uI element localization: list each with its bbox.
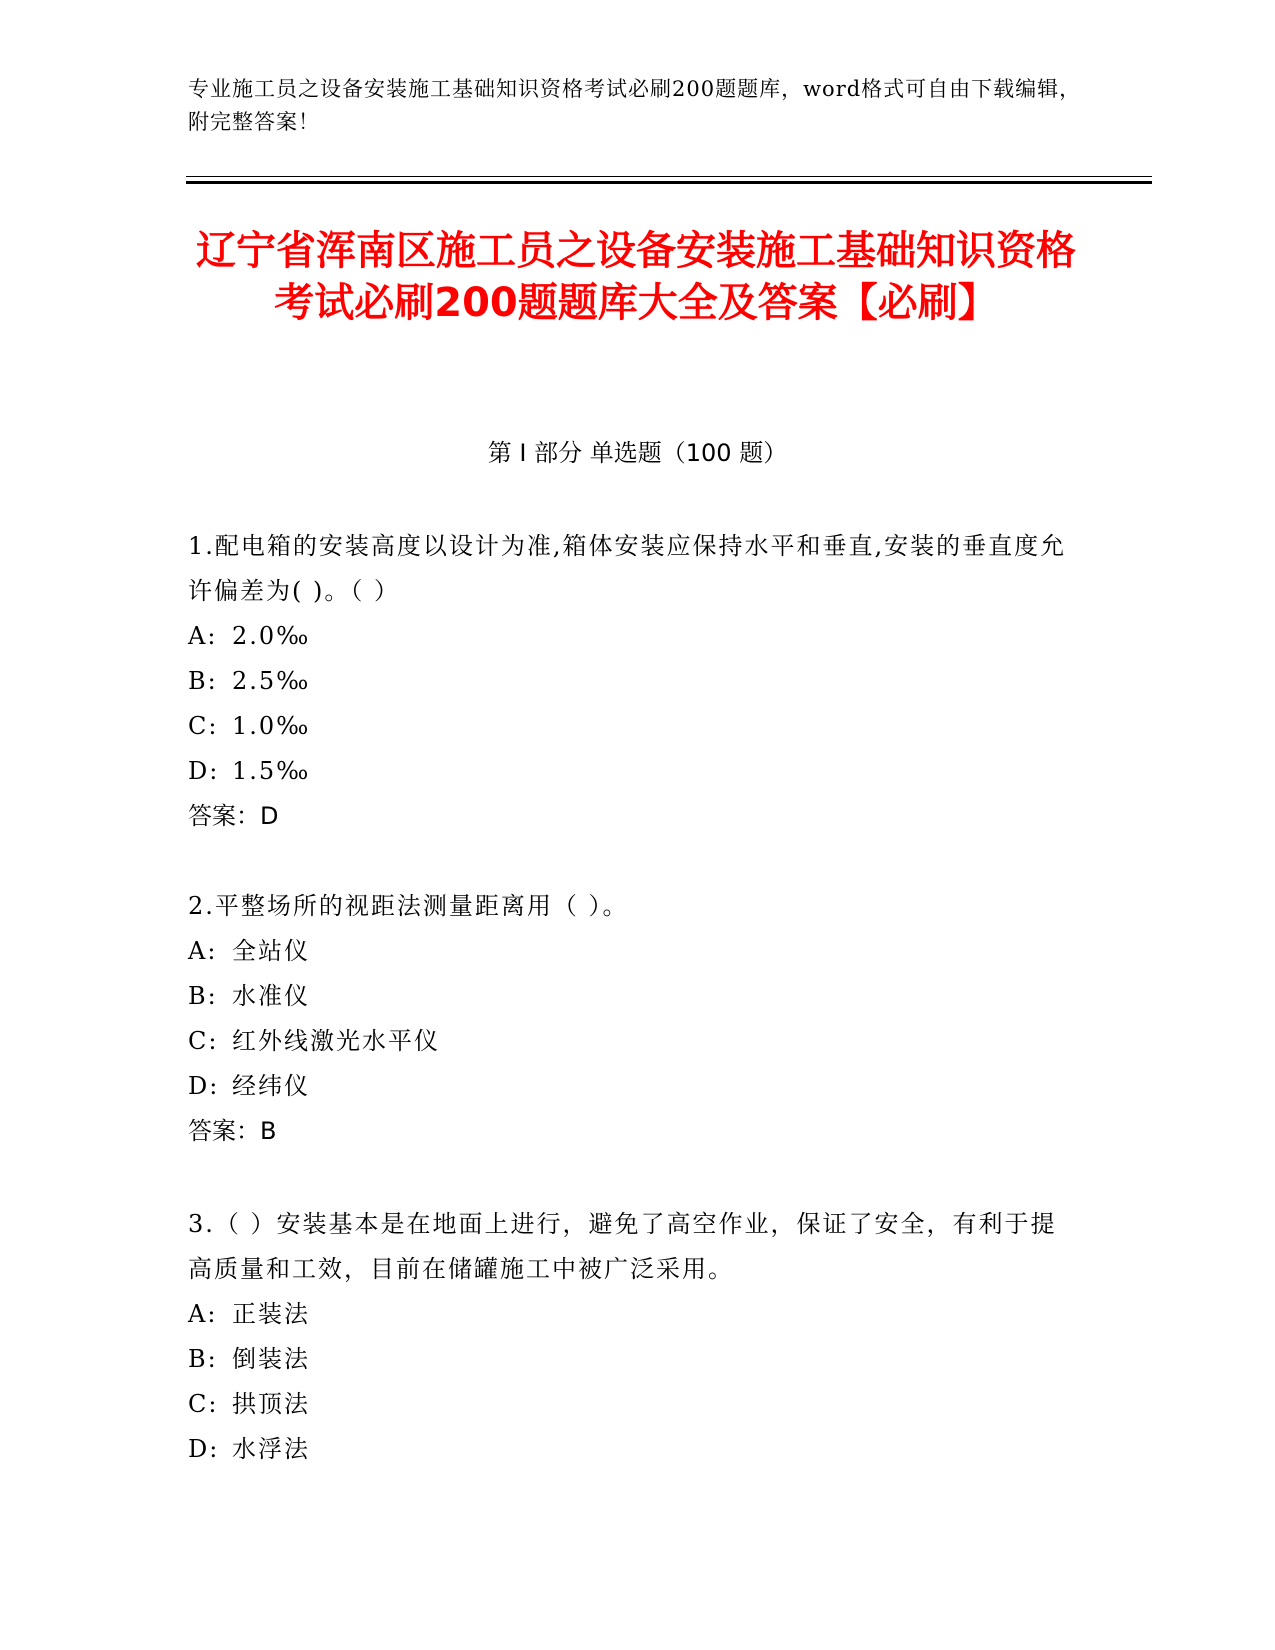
question-2 (188, 884, 1068, 1154)
option-text: 红外线激光水平仪 (232, 1027, 440, 1055)
option-letter: C: (188, 1390, 219, 1418)
option-letter: B: (188, 667, 218, 695)
option-letter: B: (188, 1345, 218, 1373)
option-text: 全站仪 (232, 937, 310, 965)
question-stem: 3.（ ）安装基本是在地面上进行，避免了高空作业，保证了安全，有利于提高质量和工效，目前在储罐施工中被广泛采用。 (188, 1210, 1057, 1283)
option-b (188, 1337, 1068, 1382)
option-letter: D: (188, 1435, 220, 1463)
option-c (188, 1382, 1068, 1427)
question-stem: 2.平整场所的视距法测量距离用（ ）。 (188, 892, 629, 920)
question-1 (188, 524, 1068, 839)
option-text: 1.5‰ (232, 757, 311, 785)
option-a (188, 929, 1068, 974)
option-b (188, 659, 1068, 704)
option-d (188, 1427, 1068, 1472)
option-a (188, 1292, 1068, 1337)
option-a (188, 614, 1068, 659)
option-text: 水准仪 (232, 982, 310, 1010)
option-d (188, 1064, 1068, 1109)
option-b (188, 974, 1068, 1019)
question-3 (188, 1202, 1068, 1472)
option-letter: D: (188, 757, 220, 785)
question-stem: 1.配电箱的安装高度以设计为准,箱体安装应保持水平和垂直,安装的垂直度允许偏差为( )。（ ） (188, 532, 1067, 605)
option-letter: A: (188, 622, 218, 650)
option-d (188, 749, 1068, 794)
option-letter: C: (188, 1027, 219, 1055)
option-text: 1.0‰ (232, 712, 311, 740)
option-text: 经纬仪 (232, 1072, 310, 1100)
option-text: 倒装法 (232, 1345, 310, 1373)
option-c (188, 1019, 1068, 1064)
option-text: 拱顶法 (232, 1390, 310, 1418)
option-text: 水浮法 (232, 1435, 310, 1463)
header-divider-thin (186, 176, 1152, 177)
header-note: 专业施工员之设备安装施工基础知识资格考试必刷200题题库，word格式可自由下载编辑，附完整答案！ (188, 77, 1082, 134)
answer-line: 答案：B (188, 1117, 277, 1145)
option-letter: D: (188, 1072, 220, 1100)
answer-line: 答案：D (188, 802, 279, 830)
document-title: 辽宁省浑南区施工员之设备安装施工基础知识资格考试必刷200题题库大全及答案【必刷】 (196, 228, 1076, 326)
header-divider-thick (186, 181, 1152, 184)
option-text: 2.5‰ (232, 667, 311, 695)
option-letter: B: (188, 982, 218, 1010)
option-text: 正装法 (232, 1300, 310, 1328)
section-heading: 第 I 部分 单选题（100 题） (487, 439, 788, 467)
option-letter: A: (188, 937, 218, 965)
option-text: 2.0‰ (232, 622, 311, 650)
option-letter: A: (188, 1300, 218, 1328)
option-c (188, 704, 1068, 749)
option-letter: C: (188, 712, 219, 740)
